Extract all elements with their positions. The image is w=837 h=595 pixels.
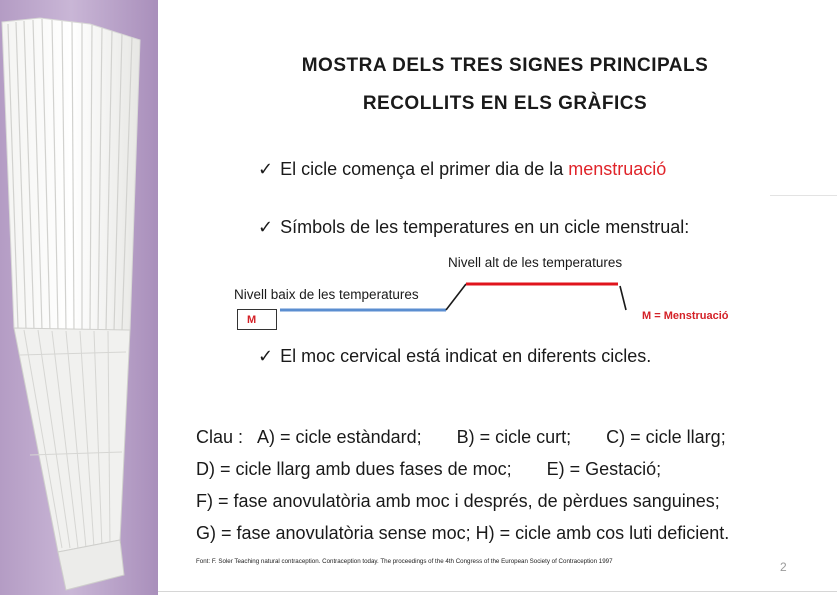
check-icon: ✓	[258, 346, 274, 367]
source-citation: Font: F. Soler Teaching natural contraception. Contraception today. The proceedings of the 4th Congress of the European Society of Contraception 1997	[196, 558, 613, 565]
bullet-temperature-symbols	[258, 217, 689, 238]
slide-title-line-2: RECOLLITS EN ELS GRÀFICS	[362, 93, 648, 114]
bullet-text: El cicle comença el primer dia de la	[280, 159, 569, 179]
key-line-4: G) = fase anovulatòria sense moc; H) = cicle amb cos luti deficient.	[196, 523, 730, 543]
high-temperature-label: Nivell alt de les temperatures	[448, 255, 623, 270]
bullet-text: Símbols de les temperatures en un cicle menstrual:	[280, 217, 690, 237]
low-temperature-label: Nivell baix de les temperatures	[234, 287, 419, 302]
fan-illustration	[0, 0, 158, 595]
rise-line	[446, 284, 466, 310]
key-line-1: Clau : A) = cicle estàndard; B) = cicle curt; C) = cicle llarg;	[196, 427, 726, 447]
page-number: 2	[780, 560, 787, 574]
slide-divider-bottom	[158, 591, 837, 592]
key-line-3: F) = fase anovulatòria amb moc i després, de pèrdues sanguines;	[196, 491, 720, 511]
hand-fan-photo	[0, 0, 158, 595]
bullet-cervical-mucus	[258, 346, 651, 367]
menstruation-symbol-box: M	[237, 309, 277, 330]
key-line-2: D) = cicle llarg amb dues fases de moc; E) = Gestació;	[196, 459, 662, 479]
bullet-menstruation	[258, 159, 666, 180]
check-icon: ✓	[258, 159, 274, 180]
drop-line	[620, 286, 626, 310]
check-icon: ✓	[258, 217, 274, 238]
highlight-word: menstruació	[568, 159, 667, 179]
slide-title-line-1: MOSTRA DELS TRES SIGNES PRINCIPALS	[301, 55, 709, 76]
slide-divider-top	[770, 195, 837, 196]
menstruation-legend: M = Menstruació	[642, 310, 729, 322]
bullet-text: El moc cervical está indicat en diferents cicles.	[280, 346, 652, 366]
